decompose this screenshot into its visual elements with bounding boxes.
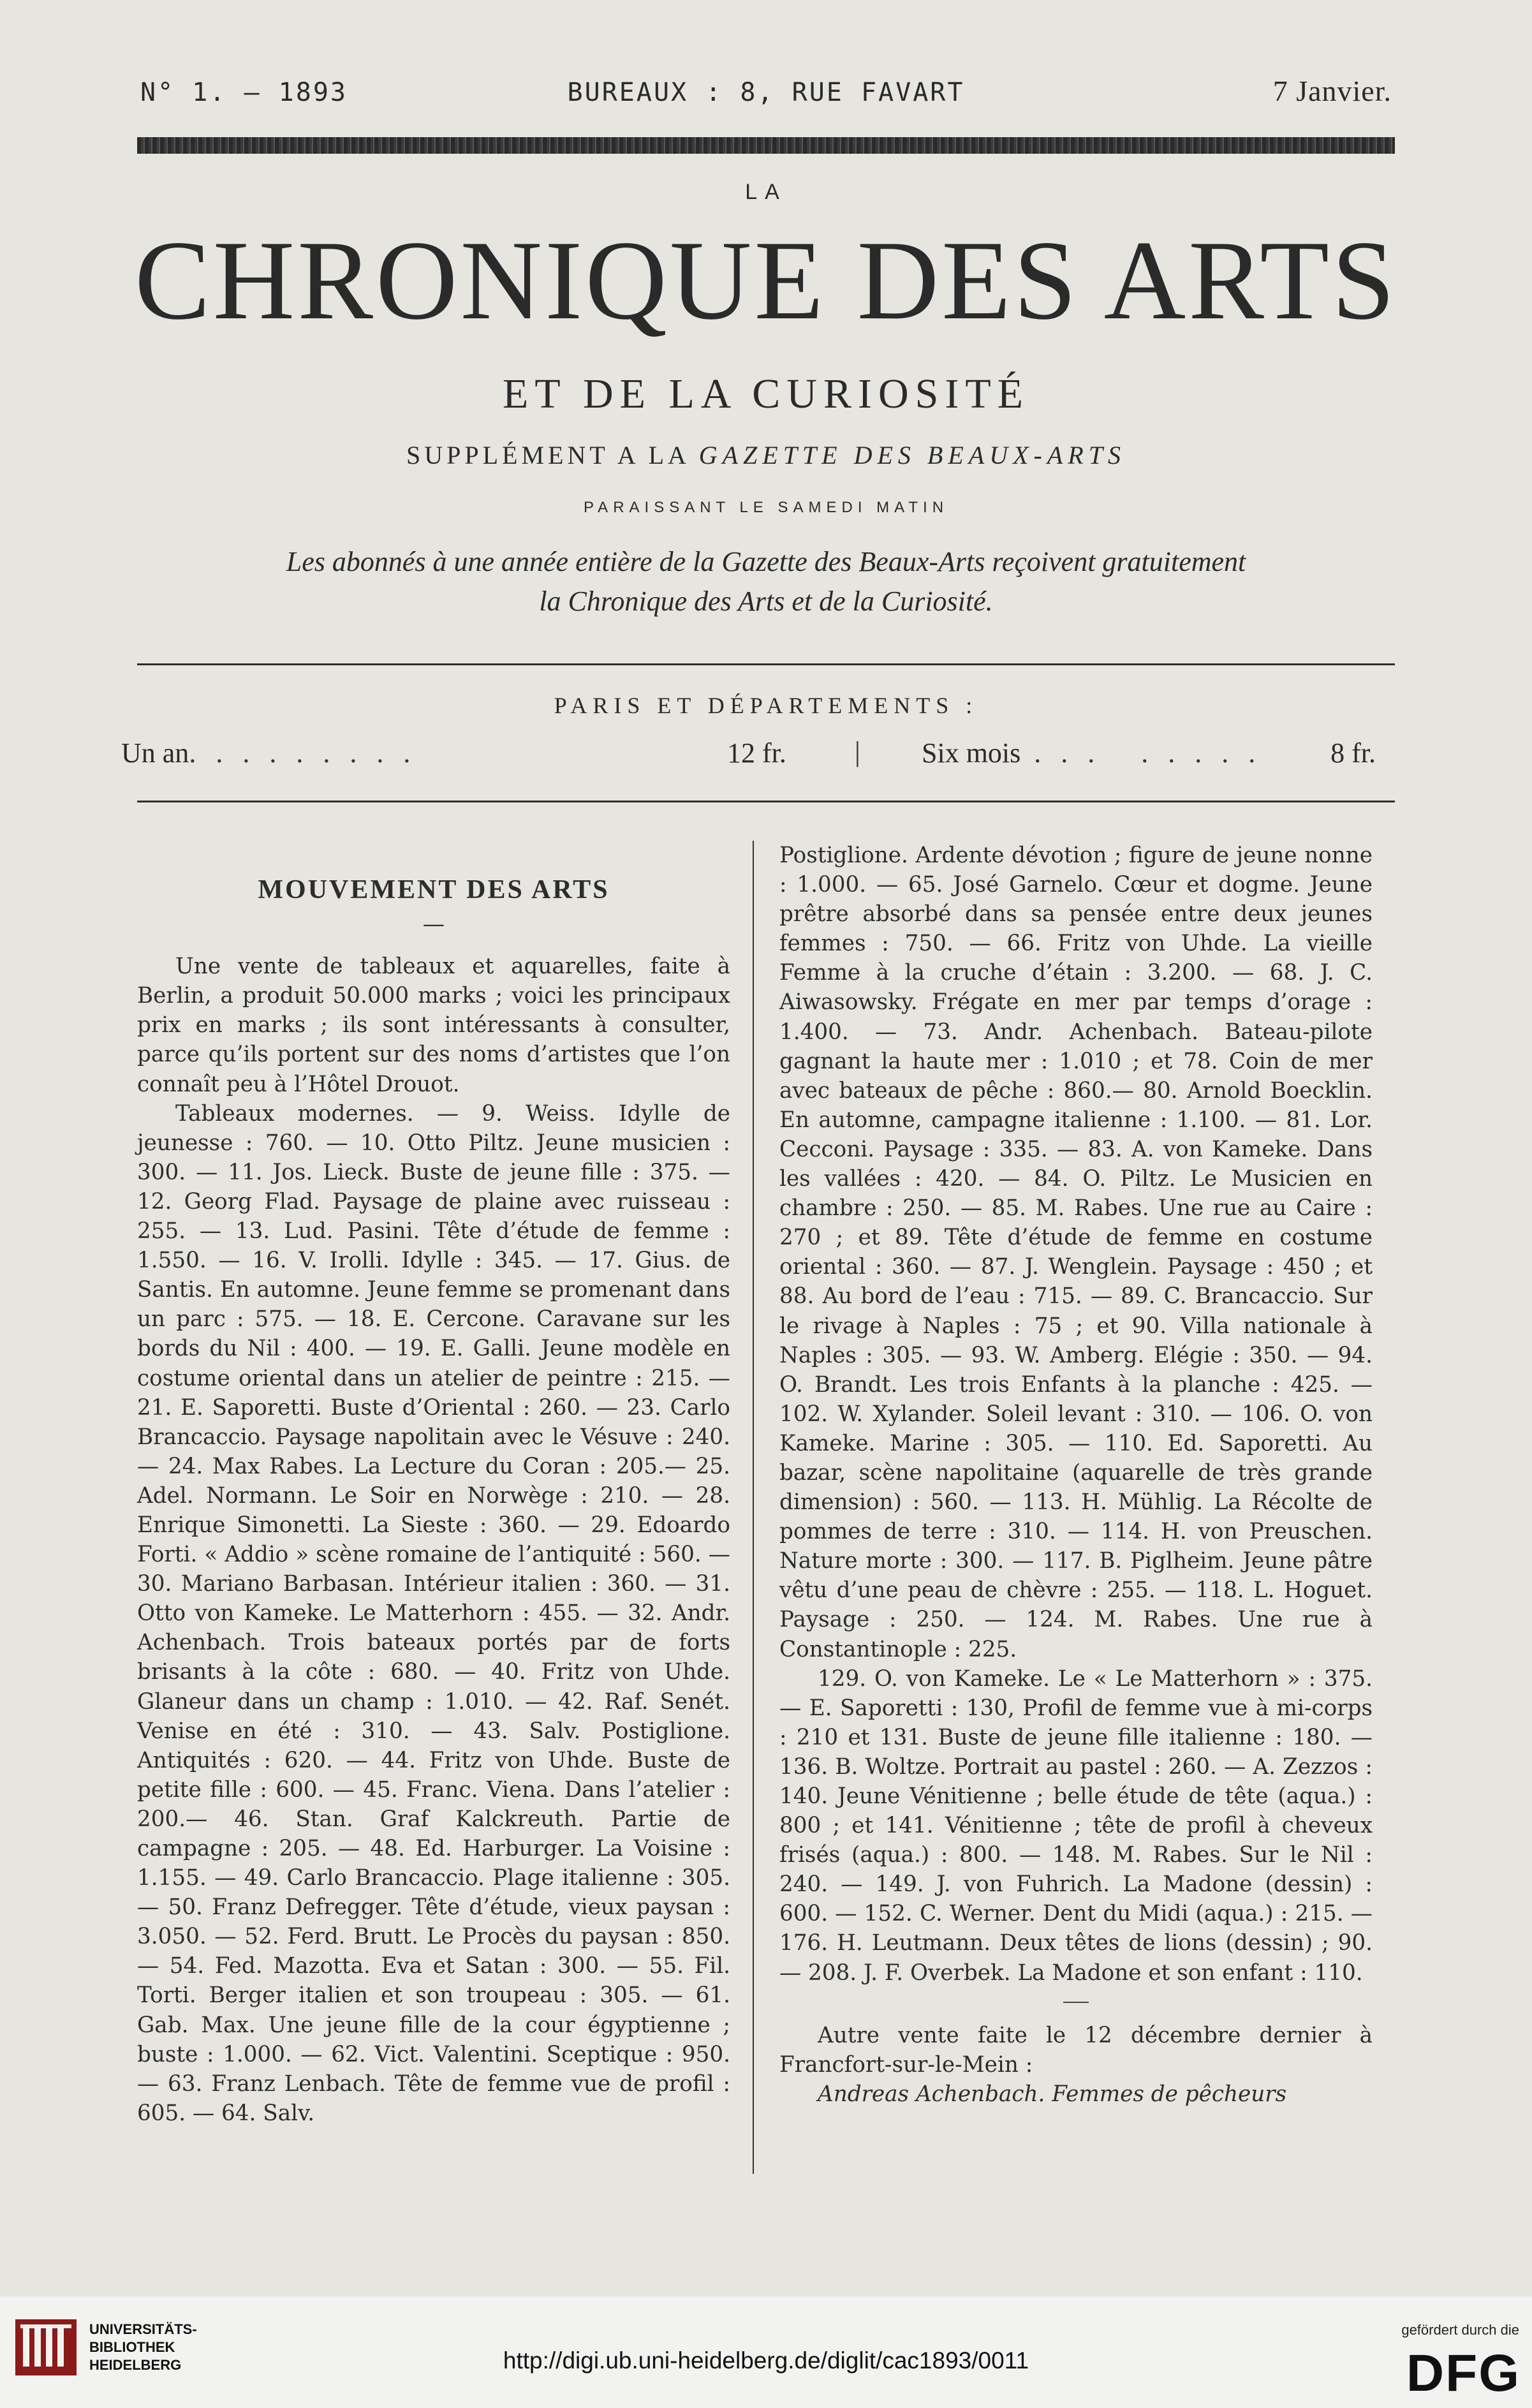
supplement-prefix: SUPPLÉMENT A LA <box>406 441 689 469</box>
subscribers-line-2: la Chronique des Arts et de la Curiosité. <box>539 586 993 617</box>
office-address: BUREAUX : 8, RUE FAVART <box>567 78 965 107</box>
pricing-rule <box>137 801 1395 802</box>
intro-paragraph: Une vente de tableaux et aquarelles, faite à Berlin, a produit 50.000 marks ; voici les principaux prix en marks ; ils sont intéressants à consulter, parce qu’ils portent sur des noms d’artistes que l’on connaît peu à l’Hôtel Drouot. <box>137 954 730 1097</box>
header-rule <box>137 137 1395 154</box>
price-separator: | <box>855 736 860 767</box>
heading-dash: — <box>422 912 445 938</box>
library-name-line-3: HEIDELBERG <box>89 2357 182 2373</box>
subscribers-note <box>0 542 1532 621</box>
column-right <box>779 841 1373 2109</box>
year-subscription: Un an. . . . . . . . . <box>121 737 417 769</box>
pricing-row <box>121 737 1376 781</box>
six-month-subscription: Six mois . . . . . . . . <box>922 737 1262 769</box>
year-price: 12 fr. <box>727 737 786 769</box>
subscribers-line-1: Les abonnés à une année entière de la Gazette des Beaux-Arts reçoivent gratuitement <box>286 546 1246 577</box>
issue-number: N° 1. — 1893 <box>140 78 348 107</box>
section-separator <box>1063 2002 1089 2003</box>
sale-list-continued: Postiglione. Ardente dévotion ; figure de jeune nonne : 1.000. — 65. José Garnelo. Cœur et dogme. Jeune prêtre absorbé dans sa pensée entre deux jeunes femmes : 750. — 66. Fritz von Uhde. La vieille Femme à la cruche d’étain : 3.200. — 68. J. C. Aiwasowsky. Frégate en mer par temps d’orage : 1.400. — 73. Andr. Achenbach. Bateau-pilote gagnant la haute mer : 1.010 ; et 78. Coin de mer avec bateaux de pêche : 860.— 80. Arnold Boecklin. En automne, campagne italienne : 1.100. — 81. Lor. Cecconi. Paysage : 335. — 83. A. von Kameke. Dans les vallées : 420. — 84. O. Piltz. Le Musicien en chambre : 250. — 85. M. Rabes. Une rue au Caire : 270 ; et 89. Tête d’étude de femme en costume oriental : 360. — 87. J. Wenglein. Paysage : 450 ; et 88. Au bord de l’eau : 715. — 89. C. Brancaccio. Sur le rivage à Naples : 75 ; et 90. Villa nationale à Naples : 305. — 93. W. Amberg. Elégie : 350. — 94. O. Brandt. Les trois Enfants à la planche : 425. — 102. W. Xylander. Soleil levant : 310. — 106. O. von Kameke. Marine : 305. — 110. Ed. Saporetti. Au bazar, scène napolitaine (aquarelle de très grande dimension) : 560. — 113. H. Mühlig. La Récolte de pommes de terre : 310. — 114. H. von Preuschen. Nature morte : 300. — 117. B. Piglheim. Jeune pâtre vêtu d’une peau de chèvre : 255. — 118. L. Hoguet. Paysage : 250. — 124. M. Rabes. Une rue à Constantinople : 225. <box>779 843 1373 1662</box>
header-line <box>140 71 1392 116</box>
masthead-rule <box>137 663 1395 665</box>
funding-note: gefördert durch die <box>1401 2322 1519 2338</box>
frankfurt-first-entry: Andreas Achenbach. Femmes de pêcheurs <box>818 2081 1287 2107</box>
sale-list-paragraph: Tableaux modernes. — 9. Weiss. Idylle de jeunesse : 760. — 10. Otto Piltz. Jeune musicien : 300. — 11. Jos. Lieck. Buste de jeune fille : 375. — 12. Georg Flad. Paysage de plaine avec ruisseau : 255. — 13. Lud. Pasini. Tête d’étude de femme : 1.550. — 16. V. Irolli. Idylle : 345. — 17. Gius. de Santis. En automne. Jeune femme se promenant dans un parc : 575. — 18. E. Cercone. Caravane sur les bords du Nil : 400. — 19. E. Galli. Jeune modèle en costume oriental dans un atelier de peintre : 215. — 21. E. Saporetti. Buste d’Oriental : 260. — 23. Carlo Brancaccio. Paysage napolitain avec le Vésuve : 240. — 24. Max Rabes. La Lecture du Coran : 205.— 25. Adel. Normann. Le Soir en Norwège : 210. — 28. Enrique Simonetti. La Sieste : 360. — 29. Edoardo Forti. « Addio » scène romaine de l’antiquité : 560. — 30. Mariano Barbasan. Intérieur italien : 360. — 31. Otto von Kameke. Le Matterhorn : 455. — 32. Andr. Achenbach. Trois bateaux portés par de forts brisants à la côte : 680. — 40. Fritz von Uhde. Glaneur dans un champ : 1.010. — 42. Raf. Senét. Venise en été : 310. — 43. Salv. Postiglione. Antiquités : 620. — 44. Fritz von Uhde. Buste de petite fille : 600. — 45. Franc. Viena. Dans l’atelier : 200.— 46. Stan. Graf Kalckreuth. Partie de campagne : 205. — 48. Ed. Harburger. La Voisine : 1.155. — 49. Carlo Brancaccio. Plage italienne : 305. — 50. Franz Defregger. Tête d’étude, vieux paysan : 3.050. — 52. Ferd. Brutt. Le Procès du paysan : 850. — 54. Fed. Mazotta. Eva et Satan : 300. — 55. Fil. Torti. Berger italien et son troupeau : 305. — 61. Gab. Max. Une jeune fille de la cour égyptienne ; buste : 1.000. — 62. Vict. Valentini. Sceptique : 950. — 63. Franz Lenbach. Tête de femme vue de profil : 605. — 64. Salv. <box>137 1100 730 2126</box>
schedule-line: PARAISSANT LE SAMEDI MATIN <box>583 499 949 516</box>
digitization-footer <box>0 2296 1532 2408</box>
source-url[interactable]: http://digi.ub.uni-heidelberg.de/diglit/cac1893/0011 <box>503 2347 1029 2374</box>
library-name-line-1: UNIVERSITÄTS- <box>89 2321 197 2337</box>
publication-title: CHRONIQUE DES ARTS <box>135 217 1397 343</box>
six-label: Six mois <box>922 737 1021 769</box>
dfg-logo: DFG <box>1406 2344 1521 2402</box>
library-name-line-2: BIBLIOTHEK <box>89 2339 175 2355</box>
issue-date: 7 Janvier. <box>1272 75 1392 107</box>
column-left <box>137 842 730 2128</box>
publication-subtitle: ET DE LA CURIOSITÉ <box>503 371 1029 417</box>
six-price: 8 fr. <box>1330 737 1376 769</box>
article-heading: MOUVEMENT DES ARTS <box>258 875 610 905</box>
watercolor-list-paragraph: 129. O. von Kameke. Le « Le Matterhorn » : 375. — E. Saporetti : 130, Profil de femme vue à mi-corps : 210 et 131. Buste de jeune fille italienne : 180. — 136. B. Woltze. Portrait au pastel : 260. — A. Zezzos : 140. Jeune Vénitienne ; belle étude de tête (aqua.) : 800 ; et 141. Vénitienne ; tête de profil à cheveux frisés (aqua.) : 800. — 148. M. Rabes. Sur le Nil : 240. — 149. J. von Fuhrich. La Madone (dessin) : 600. — 152. C. Werner. Dent du Midi (aqua.) : 215. — 176. H. Leutmann. Deux têtes de lions (dessin) ; 90. — 208. J. F. Overbek. La Madone et son enfant : 110. <box>779 1666 1373 1986</box>
frankfurt-sale-paragraph: Autre vente faite le 12 décembre dernier à Francfort-sur-le-Mein : <box>779 2022 1373 2078</box>
column-divider <box>753 841 754 2174</box>
supplement-line <box>0 440 1532 470</box>
year-label: Un an <box>121 737 189 769</box>
pricing-region: PARIS ET DÉPARTEMENTS : <box>554 693 978 718</box>
supplement-journal: GAZETTE DES BEAUX-ARTS <box>698 441 1126 469</box>
title-article: LA <box>745 180 787 204</box>
